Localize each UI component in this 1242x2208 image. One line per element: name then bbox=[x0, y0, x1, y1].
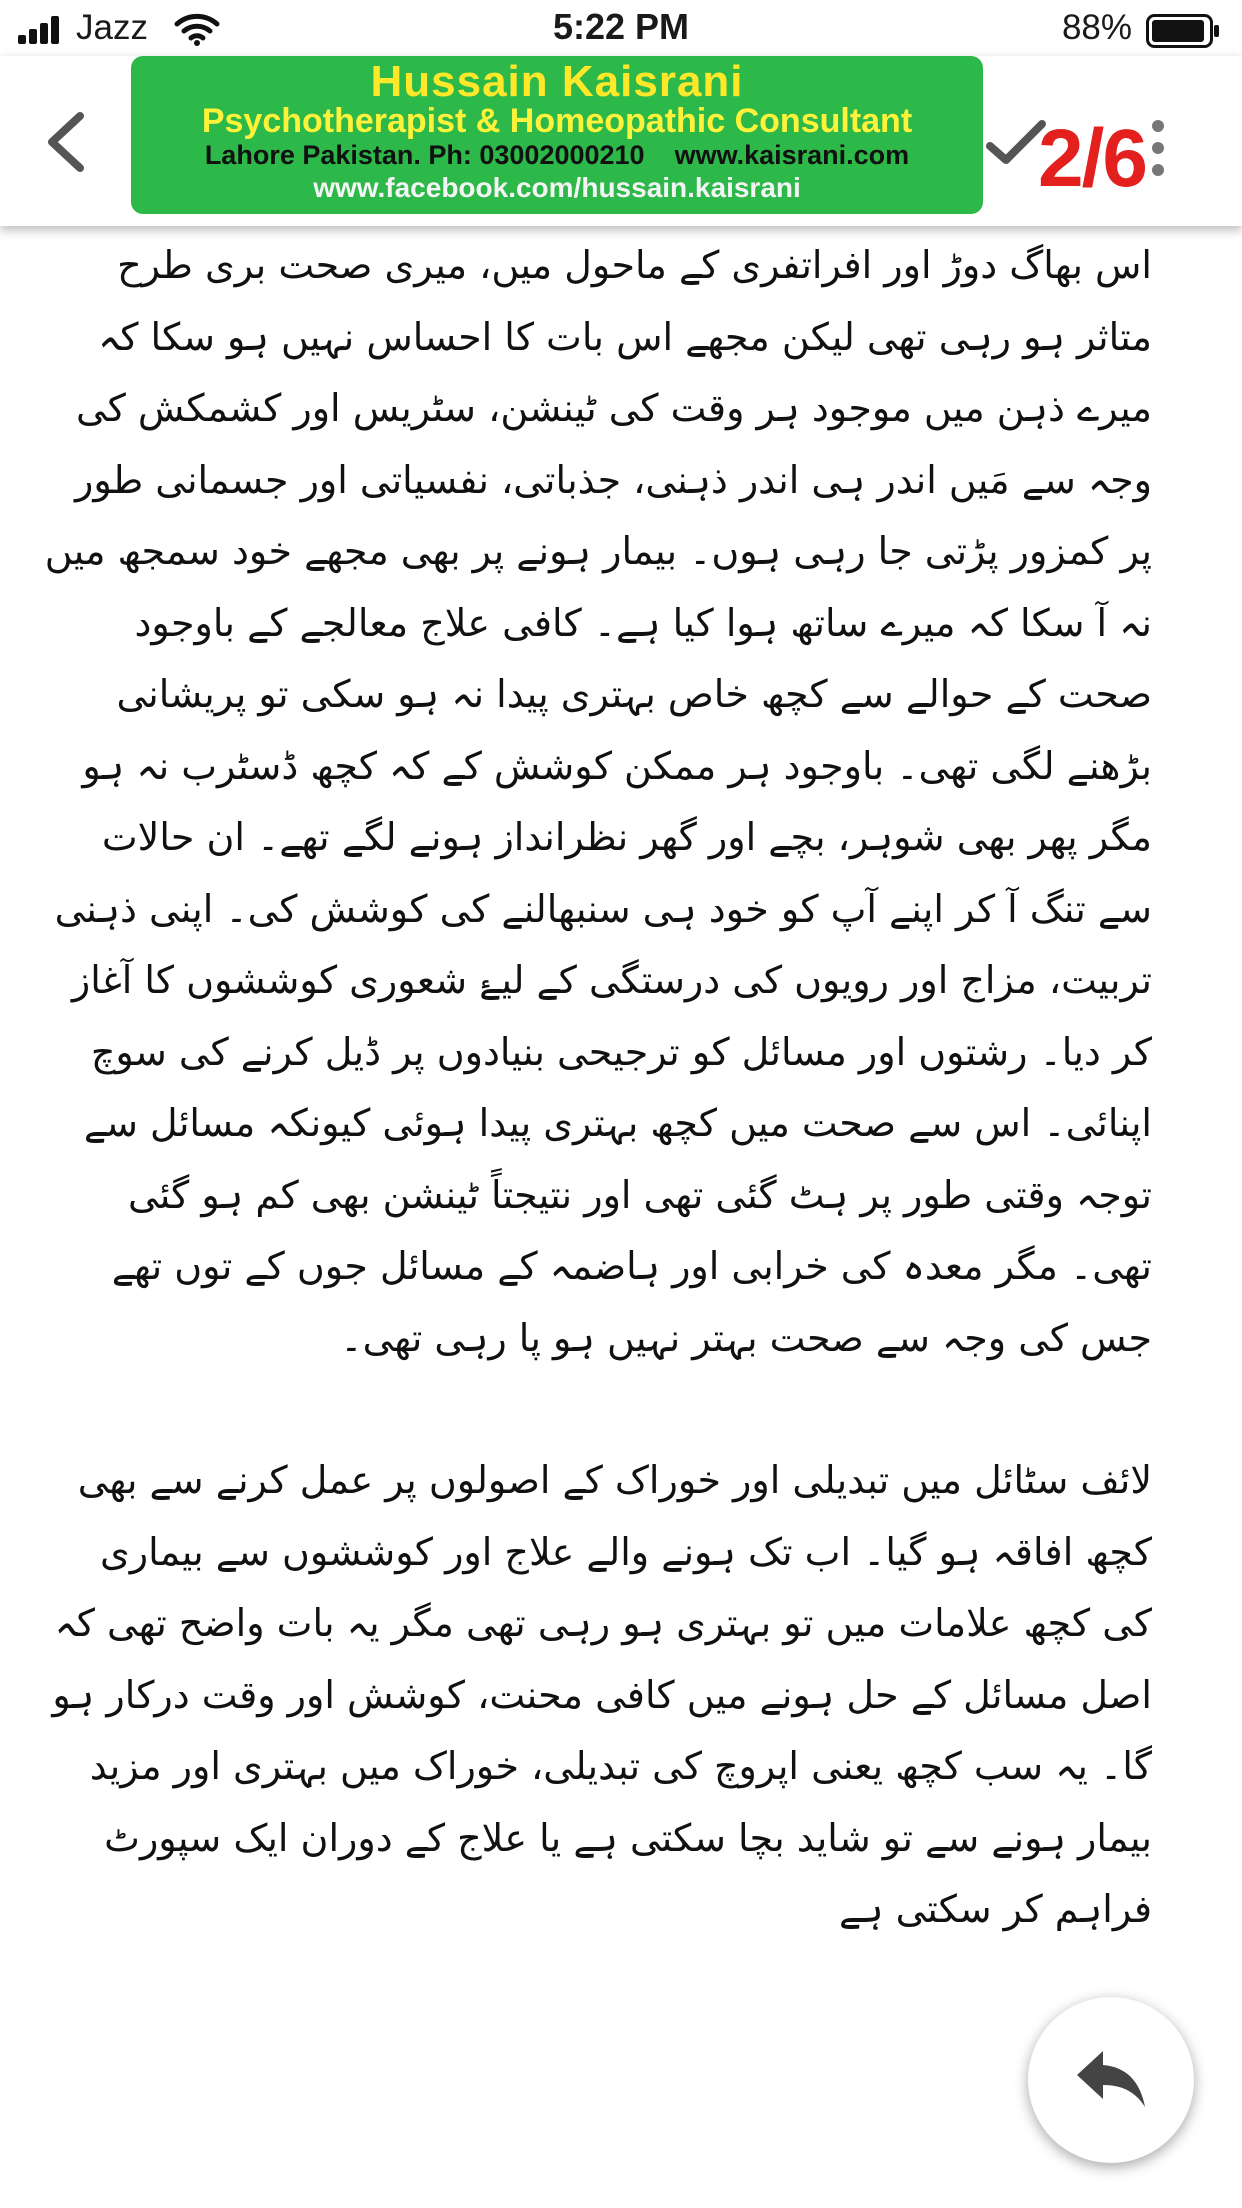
battery-icon bbox=[1146, 14, 1220, 48]
article-paragraph: لائف سٹائل میں تبدیلی اور خوراک کے اصولوں پر عمل کرنے سے بھی کچھ افاقہ ہو گیا۔ اب تک ہونے والے علاج اور کوششوں سے بیماری کی کچھ علامات میں تو بہتری ہو رہی تھی مگر یہ بات واضح تھی کہ اصل مسائل کے حل ہونے میں کافی محنت، کوشش اور وقت درکار ہو گا۔ یہ سب کچھ یعنی اپروچ کی تبدیلی، خوراک میں بہتری اور مزید بیمار ہونے سے تو شاید بچا سکتی ہے یا علاج کے دوران ایک سپورٹ فراہم کر سکتی ہے bbox=[52, 1458, 1152, 1931]
chevron-left-icon[interactable] bbox=[40, 110, 96, 174]
check-icon[interactable] bbox=[986, 118, 1046, 166]
more-vertical-icon[interactable] bbox=[1150, 116, 1166, 186]
battery-percentage: 88% bbox=[1061, 8, 1132, 47]
status-bar bbox=[0, 0, 1242, 56]
carrier-name: Jazz bbox=[76, 8, 148, 47]
reply-icon bbox=[1073, 2045, 1149, 2115]
banner-contact: Lahore Pakistan. Ph: 03002000210 www.kaisrani.com bbox=[204, 140, 910, 170]
status-time: 5:22 PM bbox=[552, 6, 690, 47]
banner-title: Psychotherapist & Homeopathic Consultant bbox=[201, 102, 913, 140]
page-counter: 2/6 bbox=[1038, 113, 1146, 204]
article-body bbox=[40, 230, 1152, 1946]
banner-facebook: www.facebook.com/hussain.kaisrani bbox=[313, 172, 801, 203]
reply-button[interactable] bbox=[1028, 1997, 1194, 2163]
article-paragraph: اس بھاگ دوڑ اور افراتفری کے ماحول میں، میری صحت بری طرح متاثر ہو رہی تھی لیکن مجھے اس بات کا احساس نہیں ہو سکا کہ میرے ذہن میں موجود ہر وقت کی ٹینشن، سٹریس اور کشمکش کی وجہ سے مَیں اندر ہی اندر ذہنی، جذباتی، نفسیاتی اور جسمانی طور پر کمزور پڑتی جا رہی ہوں۔ بیمار ہونے پر بھی مجھے خود سمجھ میں نہ آ سکا کہ میرے ساتھ ہوا کیا ہے۔ کافی علاج معالجے کے باوجود صحت کے حوالے سے کچھ خاص بہتری پیدا نہ ہو سکی تو پریشانی بڑھنے لگی تھی۔ باوجود ہر ممکن کوشش کے کہ کچھ ڈسٹرب نہ ہو مگر پھر بھی شوہر، بچے اور گھر نظرانداز ہونے لگے تھے۔ ان حالات سے تنگ آ کر اپنے آپ کو خود ہی سنبھالنے کی کوشش کی۔ اپنی ذہنی تربیت، مزاج اور رویوں کی درستگی کے لیۓ شعوری کوششوں کا آغاز کر دیا۔ رشتوں اور مسائل کو ترجیحی بنیادوں پر ڈیل کرنے کی سوچ اپنائی۔ اس سے صحت میں کچھ بہتری پیدا ہوئی کیونکہ مسائل سے توجہ وقتی طور پر ہٹ گئی تھی اور نتیجتاً ٹینشن بھی کم ہو گئی تھی۔ مگر معدہ کی خرابی اور ہاضمہ کے مسائل جوں کے توں تھے جس کی وجہ سے صحت بہتر نہیں ہو پا رہی تھی۔ bbox=[44, 243, 1152, 1360]
nav-header bbox=[0, 56, 1242, 226]
header-banner bbox=[131, 56, 983, 214]
banner-name: Hussain Kaisrani bbox=[370, 57, 744, 106]
